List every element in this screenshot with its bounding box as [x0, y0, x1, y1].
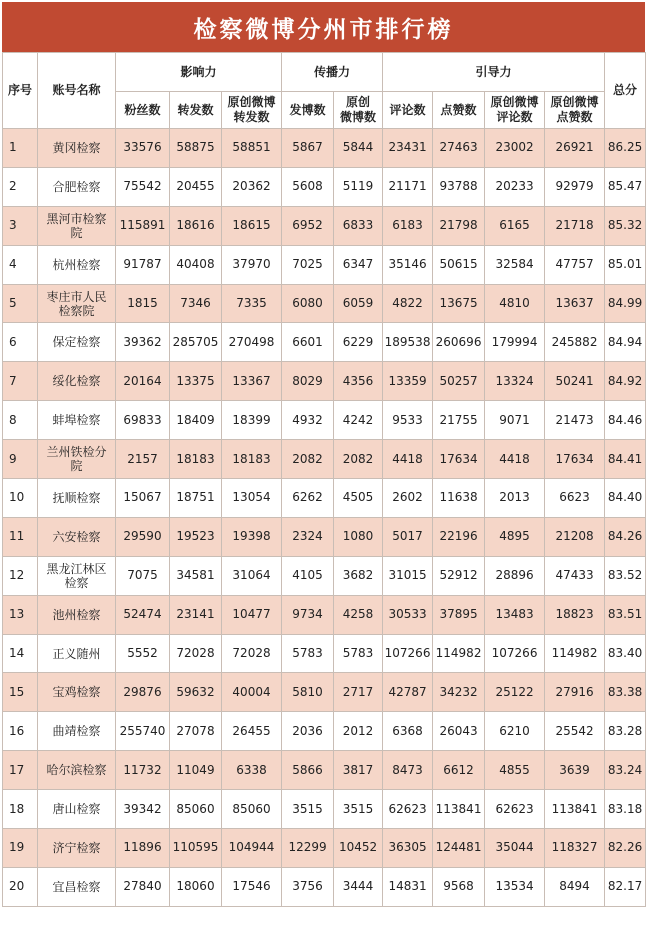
cell-reposts: 27078 — [170, 712, 222, 751]
cell-account-name: 杭州检察 — [38, 245, 116, 284]
cell-reposts: 40408 — [170, 245, 222, 284]
cell-orig-reposts: 18183 — [222, 440, 282, 479]
cell-orig-comments: 28896 — [485, 556, 545, 595]
cell-posts: 7025 — [282, 245, 334, 284]
cell-comments: 31015 — [383, 556, 433, 595]
cell-account-name: 六安检察 — [38, 517, 116, 556]
cell-orig-reposts: 26455 — [222, 712, 282, 751]
cell-comments: 9533 — [383, 401, 433, 440]
table-row — [3, 245, 646, 284]
cell-rank: 9 — [3, 440, 38, 479]
cell-orig-reposts: 18399 — [222, 401, 282, 440]
cell-orig-reposts: 85060 — [222, 790, 282, 829]
cell-orig-reposts: 19398 — [222, 517, 282, 556]
cell-account-name: 绥化检察 — [38, 362, 116, 401]
table-row — [3, 323, 646, 362]
cell-rank: 14 — [3, 634, 38, 673]
cell-reposts: 18751 — [170, 479, 222, 518]
cell-rank: 5 — [3, 284, 38, 323]
ranking-table — [2, 52, 646, 907]
cell-posts: 5608 — [282, 167, 334, 206]
cell-fans: 255740 — [116, 712, 170, 751]
cell-account-name: 蚌埠检察 — [38, 401, 116, 440]
table-row — [3, 595, 646, 634]
cell-rank: 3 — [3, 206, 38, 245]
cell-comments: 42787 — [383, 673, 433, 712]
table-row — [3, 479, 646, 518]
header-account: 账号名称 — [38, 53, 116, 129]
cell-orig-reposts: 31064 — [222, 556, 282, 595]
cell-total: 83.38 — [605, 673, 646, 712]
cell-orig-comments: 13324 — [485, 362, 545, 401]
cell-orig-comments: 62623 — [485, 790, 545, 829]
cell-rank: 17 — [3, 751, 38, 790]
cell-orig-posts: 6833 — [334, 206, 383, 245]
cell-total: 85.47 — [605, 167, 646, 206]
cell-orig-posts: 10452 — [334, 829, 383, 868]
cell-account-name: 哈尔滨检察 — [38, 751, 116, 790]
cell-account-name: 黄冈检察 — [38, 129, 116, 168]
cell-posts: 9734 — [282, 595, 334, 634]
cell-total: 84.41 — [605, 440, 646, 479]
cell-comments: 8473 — [383, 751, 433, 790]
cell-likes: 6612 — [433, 751, 485, 790]
cell-rank: 4 — [3, 245, 38, 284]
cell-comments: 36305 — [383, 829, 433, 868]
table-row — [3, 401, 646, 440]
cell-reposts: 72028 — [170, 634, 222, 673]
cell-orig-likes: 25542 — [545, 712, 605, 751]
cell-orig-likes: 47757 — [545, 245, 605, 284]
cell-comments: 21171 — [383, 167, 433, 206]
cell-orig-reposts: 270498 — [222, 323, 282, 362]
cell-total: 84.99 — [605, 284, 646, 323]
cell-total: 83.40 — [605, 634, 646, 673]
table-row — [3, 829, 646, 868]
table-row — [3, 712, 646, 751]
cell-likes: 21798 — [433, 206, 485, 245]
cell-orig-comments: 4810 — [485, 284, 545, 323]
cell-orig-reposts: 7335 — [222, 284, 282, 323]
cell-fans: 29876 — [116, 673, 170, 712]
cell-likes: 11638 — [433, 479, 485, 518]
header-posts: 发博数 — [282, 92, 334, 129]
cell-account-name: 合肥检察 — [38, 167, 116, 206]
cell-orig-likes: 26921 — [545, 129, 605, 168]
cell-orig-comments: 20233 — [485, 167, 545, 206]
cell-total: 82.17 — [605, 867, 646, 906]
cell-total: 82.26 — [605, 829, 646, 868]
cell-orig-posts: 6059 — [334, 284, 383, 323]
cell-orig-likes: 27916 — [545, 673, 605, 712]
cell-total: 84.94 — [605, 323, 646, 362]
cell-rank: 15 — [3, 673, 38, 712]
cell-posts: 12299 — [282, 829, 334, 868]
cell-orig-comments: 13534 — [485, 867, 545, 906]
ranking-document — [2, 2, 645, 907]
cell-orig-comments: 35044 — [485, 829, 545, 868]
cell-orig-reposts: 17546 — [222, 867, 282, 906]
cell-reposts: 20455 — [170, 167, 222, 206]
cell-orig-posts: 5119 — [334, 167, 383, 206]
cell-rank: 1 — [3, 129, 38, 168]
cell-rank: 10 — [3, 479, 38, 518]
cell-fans: 29590 — [116, 517, 170, 556]
header-guide: 引导力 — [383, 53, 605, 92]
cell-comments: 107266 — [383, 634, 433, 673]
cell-orig-comments: 4418 — [485, 440, 545, 479]
cell-posts: 6952 — [282, 206, 334, 245]
cell-account-name: 池州检察 — [38, 595, 116, 634]
header-influence: 影响力 — [116, 53, 282, 92]
header-orig-posts: 原创 微博数 — [334, 92, 383, 129]
cell-posts: 8029 — [282, 362, 334, 401]
header-rank: 序号 — [3, 53, 38, 129]
cell-rank: 7 — [3, 362, 38, 401]
table-row — [3, 206, 646, 245]
header-orig-likes: 原创微博 点赞数 — [545, 92, 605, 129]
cell-orig-comments: 6210 — [485, 712, 545, 751]
cell-reposts: 19523 — [170, 517, 222, 556]
cell-comments: 6368 — [383, 712, 433, 751]
cell-likes: 52912 — [433, 556, 485, 595]
cell-fans: 27840 — [116, 867, 170, 906]
cell-orig-comments: 2013 — [485, 479, 545, 518]
cell-likes: 34232 — [433, 673, 485, 712]
cell-comments: 23431 — [383, 129, 433, 168]
cell-posts: 3515 — [282, 790, 334, 829]
table-row — [3, 751, 646, 790]
cell-rank: 16 — [3, 712, 38, 751]
cell-reposts: 13375 — [170, 362, 222, 401]
cell-likes: 17634 — [433, 440, 485, 479]
cell-orig-posts: 2717 — [334, 673, 383, 712]
cell-reposts: 18060 — [170, 867, 222, 906]
table-row — [3, 167, 646, 206]
cell-orig-posts: 4242 — [334, 401, 383, 440]
cell-orig-reposts: 13054 — [222, 479, 282, 518]
cell-orig-likes: 113841 — [545, 790, 605, 829]
cell-posts: 2082 — [282, 440, 334, 479]
cell-likes: 93788 — [433, 167, 485, 206]
cell-reposts: 18409 — [170, 401, 222, 440]
cell-fans: 75542 — [116, 167, 170, 206]
cell-fans: 33576 — [116, 129, 170, 168]
cell-orig-reposts: 10477 — [222, 595, 282, 634]
cell-likes: 37895 — [433, 595, 485, 634]
cell-likes: 50615 — [433, 245, 485, 284]
cell-reposts: 85060 — [170, 790, 222, 829]
cell-orig-likes: 18823 — [545, 595, 605, 634]
cell-orig-likes: 13637 — [545, 284, 605, 323]
cell-orig-comments: 6165 — [485, 206, 545, 245]
cell-orig-reposts: 58851 — [222, 129, 282, 168]
cell-fans: 2157 — [116, 440, 170, 479]
cell-account-name: 宝鸡检察 — [38, 673, 116, 712]
cell-fans: 39362 — [116, 323, 170, 362]
table-row — [3, 673, 646, 712]
cell-orig-comments: 4895 — [485, 517, 545, 556]
cell-rank: 8 — [3, 401, 38, 440]
header-fans: 粉丝数 — [116, 92, 170, 129]
cell-likes: 26043 — [433, 712, 485, 751]
cell-posts: 5866 — [282, 751, 334, 790]
cell-orig-reposts: 104944 — [222, 829, 282, 868]
cell-fans: 15067 — [116, 479, 170, 518]
cell-reposts: 59632 — [170, 673, 222, 712]
cell-reposts: 18616 — [170, 206, 222, 245]
table-row — [3, 284, 646, 323]
cell-orig-posts: 3444 — [334, 867, 383, 906]
cell-reposts: 11049 — [170, 751, 222, 790]
cell-posts: 6262 — [282, 479, 334, 518]
cell-orig-likes: 245882 — [545, 323, 605, 362]
cell-orig-comments: 9071 — [485, 401, 545, 440]
cell-rank: 18 — [3, 790, 38, 829]
cell-comments: 62623 — [383, 790, 433, 829]
cell-account-name: 黑河市检察 院 — [38, 206, 116, 245]
cell-posts: 6080 — [282, 284, 334, 323]
table-row — [3, 556, 646, 595]
cell-comments: 30533 — [383, 595, 433, 634]
cell-orig-reposts: 37970 — [222, 245, 282, 284]
cell-orig-likes: 21718 — [545, 206, 605, 245]
cell-orig-likes: 3639 — [545, 751, 605, 790]
cell-likes: 21755 — [433, 401, 485, 440]
cell-total: 84.46 — [605, 401, 646, 440]
header-orig-comments: 原创微博 评论数 — [485, 92, 545, 129]
cell-orig-reposts: 40004 — [222, 673, 282, 712]
cell-orig-likes: 47433 — [545, 556, 605, 595]
cell-orig-likes: 114982 — [545, 634, 605, 673]
cell-fans: 11896 — [116, 829, 170, 868]
cell-orig-posts: 6229 — [334, 323, 383, 362]
cell-account-name: 保定检察 — [38, 323, 116, 362]
cell-account-name: 宜昌检察 — [38, 867, 116, 906]
cell-total: 86.25 — [605, 129, 646, 168]
cell-posts: 5867 — [282, 129, 334, 168]
cell-account-name: 唐山检察 — [38, 790, 116, 829]
table-row — [3, 790, 646, 829]
cell-rank: 13 — [3, 595, 38, 634]
cell-likes: 114982 — [433, 634, 485, 673]
cell-likes: 27463 — [433, 129, 485, 168]
cell-orig-posts: 6347 — [334, 245, 383, 284]
cell-orig-posts: 3817 — [334, 751, 383, 790]
cell-account-name: 曲靖检察 — [38, 712, 116, 751]
cell-total: 83.52 — [605, 556, 646, 595]
cell-orig-reposts: 13367 — [222, 362, 282, 401]
table-row — [3, 634, 646, 673]
cell-total: 83.24 — [605, 751, 646, 790]
cell-comments: 14831 — [383, 867, 433, 906]
cell-fans: 20164 — [116, 362, 170, 401]
cell-orig-posts: 5844 — [334, 129, 383, 168]
cell-orig-posts: 4356 — [334, 362, 383, 401]
cell-total: 85.32 — [605, 206, 646, 245]
cell-orig-reposts: 72028 — [222, 634, 282, 673]
cell-orig-posts: 4505 — [334, 479, 383, 518]
cell-posts: 2324 — [282, 517, 334, 556]
cell-likes: 113841 — [433, 790, 485, 829]
cell-rank: 6 — [3, 323, 38, 362]
cell-rank: 11 — [3, 517, 38, 556]
cell-fans: 1815 — [116, 284, 170, 323]
cell-comments: 2602 — [383, 479, 433, 518]
cell-orig-comments: 13483 — [485, 595, 545, 634]
cell-comments: 4822 — [383, 284, 433, 323]
cell-orig-reposts: 6338 — [222, 751, 282, 790]
cell-orig-comments: 4855 — [485, 751, 545, 790]
cell-rank: 12 — [3, 556, 38, 595]
cell-rank: 19 — [3, 829, 38, 868]
cell-orig-reposts: 18615 — [222, 206, 282, 245]
cell-orig-likes: 92979 — [545, 167, 605, 206]
cell-comments: 13359 — [383, 362, 433, 401]
cell-fans: 52474 — [116, 595, 170, 634]
cell-account-name: 黑龙江林区 检察 — [38, 556, 116, 595]
cell-orig-posts: 2082 — [334, 440, 383, 479]
cell-orig-comments: 179994 — [485, 323, 545, 362]
page-title: 检察微博分州市排行榜 — [2, 2, 645, 52]
cell-reposts: 285705 — [170, 323, 222, 362]
cell-reposts: 7346 — [170, 284, 222, 323]
cell-fans: 11732 — [116, 751, 170, 790]
header-total: 总分 — [605, 53, 646, 129]
header-spread: 传播力 — [282, 53, 383, 92]
table-row — [3, 867, 646, 906]
cell-posts: 3756 — [282, 867, 334, 906]
cell-reposts: 18183 — [170, 440, 222, 479]
cell-comments: 6183 — [383, 206, 433, 245]
cell-orig-likes: 8494 — [545, 867, 605, 906]
cell-likes: 13675 — [433, 284, 485, 323]
cell-orig-likes: 118327 — [545, 829, 605, 868]
cell-account-name: 济宁检察 — [38, 829, 116, 868]
header-likes: 点赞数 — [433, 92, 485, 129]
header-orig-reposts: 原创微博 转发数 — [222, 92, 282, 129]
cell-account-name: 枣庄市人民 检察院 — [38, 284, 116, 323]
cell-orig-posts: 2012 — [334, 712, 383, 751]
cell-likes: 124481 — [433, 829, 485, 868]
cell-total: 84.92 — [605, 362, 646, 401]
cell-orig-likes: 6623 — [545, 479, 605, 518]
cell-orig-posts: 4258 — [334, 595, 383, 634]
cell-fans: 115891 — [116, 206, 170, 245]
header-comments: 评论数 — [383, 92, 433, 129]
cell-posts: 4105 — [282, 556, 334, 595]
cell-rank: 2 — [3, 167, 38, 206]
cell-comments: 35146 — [383, 245, 433, 284]
cell-posts: 5783 — [282, 634, 334, 673]
cell-total: 83.51 — [605, 595, 646, 634]
cell-total: 84.40 — [605, 479, 646, 518]
header-reposts: 转发数 — [170, 92, 222, 129]
cell-reposts: 34581 — [170, 556, 222, 595]
cell-fans: 7075 — [116, 556, 170, 595]
cell-fans: 69833 — [116, 401, 170, 440]
cell-orig-comments: 23002 — [485, 129, 545, 168]
cell-reposts: 58875 — [170, 129, 222, 168]
cell-orig-likes: 21473 — [545, 401, 605, 440]
cell-comments: 5017 — [383, 517, 433, 556]
cell-orig-likes: 50241 — [545, 362, 605, 401]
cell-total: 85.01 — [605, 245, 646, 284]
cell-total: 83.28 — [605, 712, 646, 751]
table-row — [3, 440, 646, 479]
cell-orig-posts: 3682 — [334, 556, 383, 595]
cell-reposts: 23141 — [170, 595, 222, 634]
cell-posts: 6601 — [282, 323, 334, 362]
cell-posts: 2036 — [282, 712, 334, 751]
cell-posts: 5810 — [282, 673, 334, 712]
cell-likes: 260696 — [433, 323, 485, 362]
table-row — [3, 129, 646, 168]
cell-orig-likes: 17634 — [545, 440, 605, 479]
table-row — [3, 517, 646, 556]
cell-reposts: 110595 — [170, 829, 222, 868]
cell-account-name: 抚顺检察 — [38, 479, 116, 518]
cell-orig-reposts: 20362 — [222, 167, 282, 206]
cell-posts: 4932 — [282, 401, 334, 440]
cell-orig-likes: 21208 — [545, 517, 605, 556]
cell-account-name: 正义随州 — [38, 634, 116, 673]
cell-orig-comments: 107266 — [485, 634, 545, 673]
cell-total: 83.18 — [605, 790, 646, 829]
cell-total: 84.26 — [605, 517, 646, 556]
cell-orig-posts: 1080 — [334, 517, 383, 556]
cell-likes: 50257 — [433, 362, 485, 401]
cell-rank: 20 — [3, 867, 38, 906]
cell-likes: 9568 — [433, 867, 485, 906]
cell-orig-posts: 3515 — [334, 790, 383, 829]
cell-account-name: 兰州铁检分 院 — [38, 440, 116, 479]
cell-orig-comments: 32584 — [485, 245, 545, 284]
table-row — [3, 362, 646, 401]
cell-orig-comments: 25122 — [485, 673, 545, 712]
cell-comments: 189538 — [383, 323, 433, 362]
cell-fans: 39342 — [116, 790, 170, 829]
cell-fans: 91787 — [116, 245, 170, 284]
cell-fans: 5552 — [116, 634, 170, 673]
cell-likes: 22196 — [433, 517, 485, 556]
cell-comments: 4418 — [383, 440, 433, 479]
cell-orig-posts: 5783 — [334, 634, 383, 673]
